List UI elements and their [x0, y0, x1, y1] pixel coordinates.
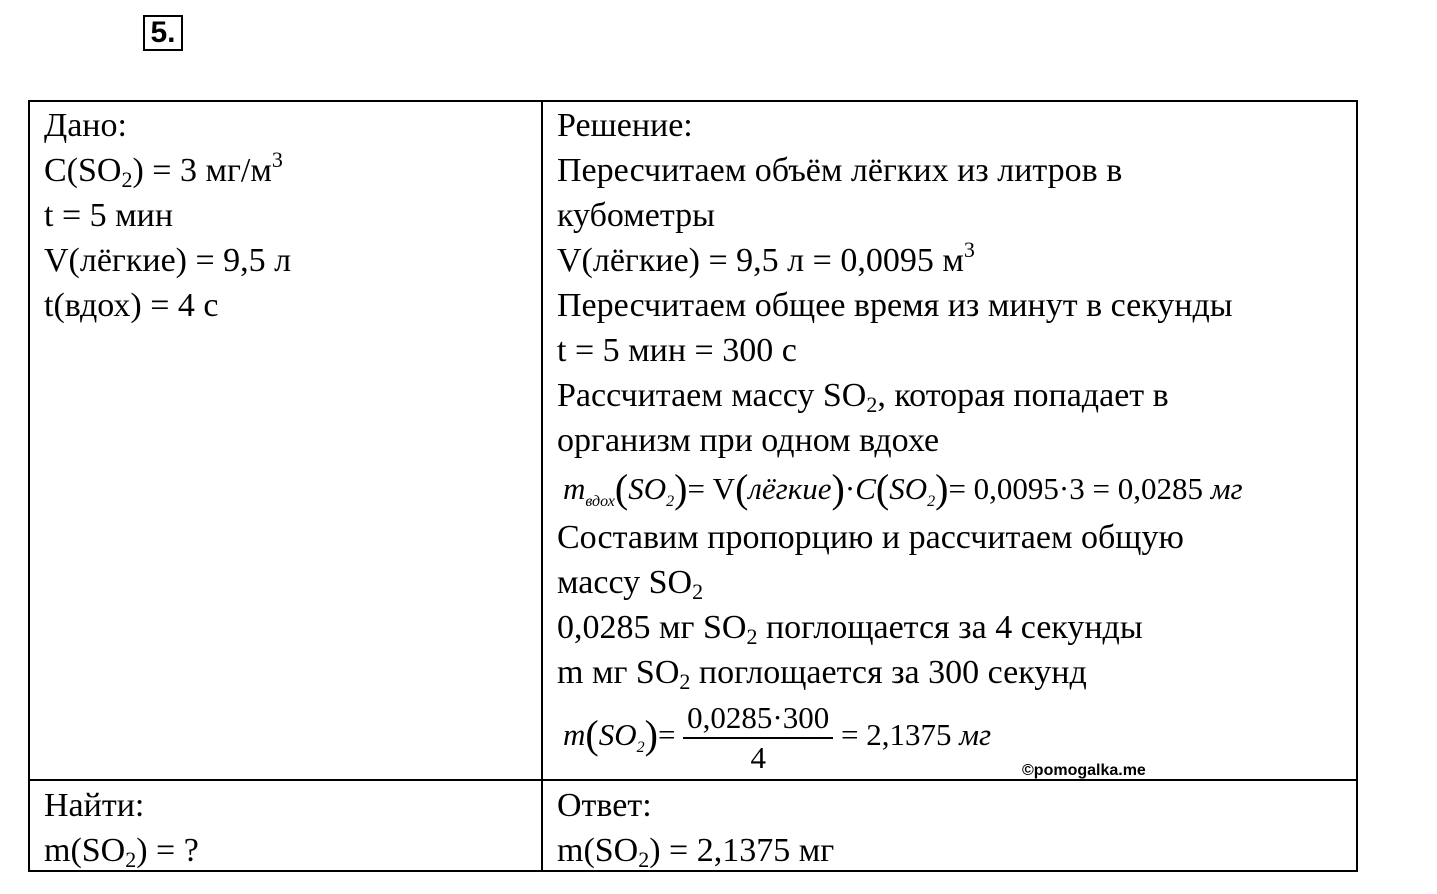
solution-text: кубометры [557, 197, 715, 234]
answer-value: $m(SO_2) = 2,1375$ мг [557, 832, 835, 872]
solution-equation: V(лёгкие) = 9,5 л = 0,0095 $м^3$ [557, 237, 975, 279]
solution-text: организм при одном вдохе [557, 422, 940, 459]
solution-text: Составим пропорцию и рассчитаем общую [557, 519, 1184, 556]
solution-text: Рассчитаем массу $SO_2$, которая попадает в [557, 377, 1169, 417]
given-inhale-time: t(вдох) = 4 с [44, 287, 219, 324]
solution-text: массу $SO_2$ [557, 564, 704, 604]
given-concentration: $C(SO_2) = 3$ $мг/м^3$ [44, 147, 283, 192]
answer-cell [557, 783, 834, 873]
solution-text: m мг $SO_2$ поглощается за 300 секунд [557, 654, 1087, 694]
given-heading: Дано: [44, 107, 127, 144]
solution-equation: t = 5 мин = 300 с [557, 332, 797, 369]
table-divider-horizontal [28, 779, 1358, 781]
answer-heading: Ответ: [557, 787, 652, 824]
table-border-top [28, 100, 1358, 102]
solution-table [28, 100, 1358, 872]
find-target: $m(SO_2)$ = ? [44, 832, 199, 872]
fraction-denominator: 4 [750, 739, 766, 775]
solution-cell [557, 103, 1243, 775]
given-time: t = 5 мин [44, 197, 174, 234]
given-cell [44, 103, 291, 328]
formula-total-mass: $m(SO_2)=$ $\frac{0,0285\cdot 300}{4}$ = 2,1375 мг [563, 699, 992, 775]
table-border-right [1356, 100, 1358, 872]
given-lung-volume: V(лёгкие) = 9,5 л [44, 242, 292, 279]
fraction-numerator: 0,0285·300 [683, 699, 833, 739]
solution-text: 0,0285 мг $SO_2$ поглощается за 4 секунды [557, 609, 1143, 649]
solution-text: Пересчитаем объём лёгких из литров в [557, 152, 1123, 189]
solution-text: Пересчитаем общее время из минут в секунды [557, 287, 1233, 324]
problem-number: 5. [143, 15, 183, 51]
find-heading: Найти: [44, 787, 145, 824]
fraction [683, 699, 833, 777]
watermark: ©pomogalka.me [1022, 762, 1146, 779]
table-border-left [28, 100, 30, 872]
find-cell [44, 783, 199, 873]
formula-single-inhale: $m_{вдох}(SO_2)=$ $V(лёгкие)\cdot C(SO_2)= 0,0095\cdot 3 = 0,0285$ мг [563, 466, 1243, 511]
table-divider-vertical [541, 100, 543, 872]
solution-heading: Решение: [557, 107, 693, 144]
